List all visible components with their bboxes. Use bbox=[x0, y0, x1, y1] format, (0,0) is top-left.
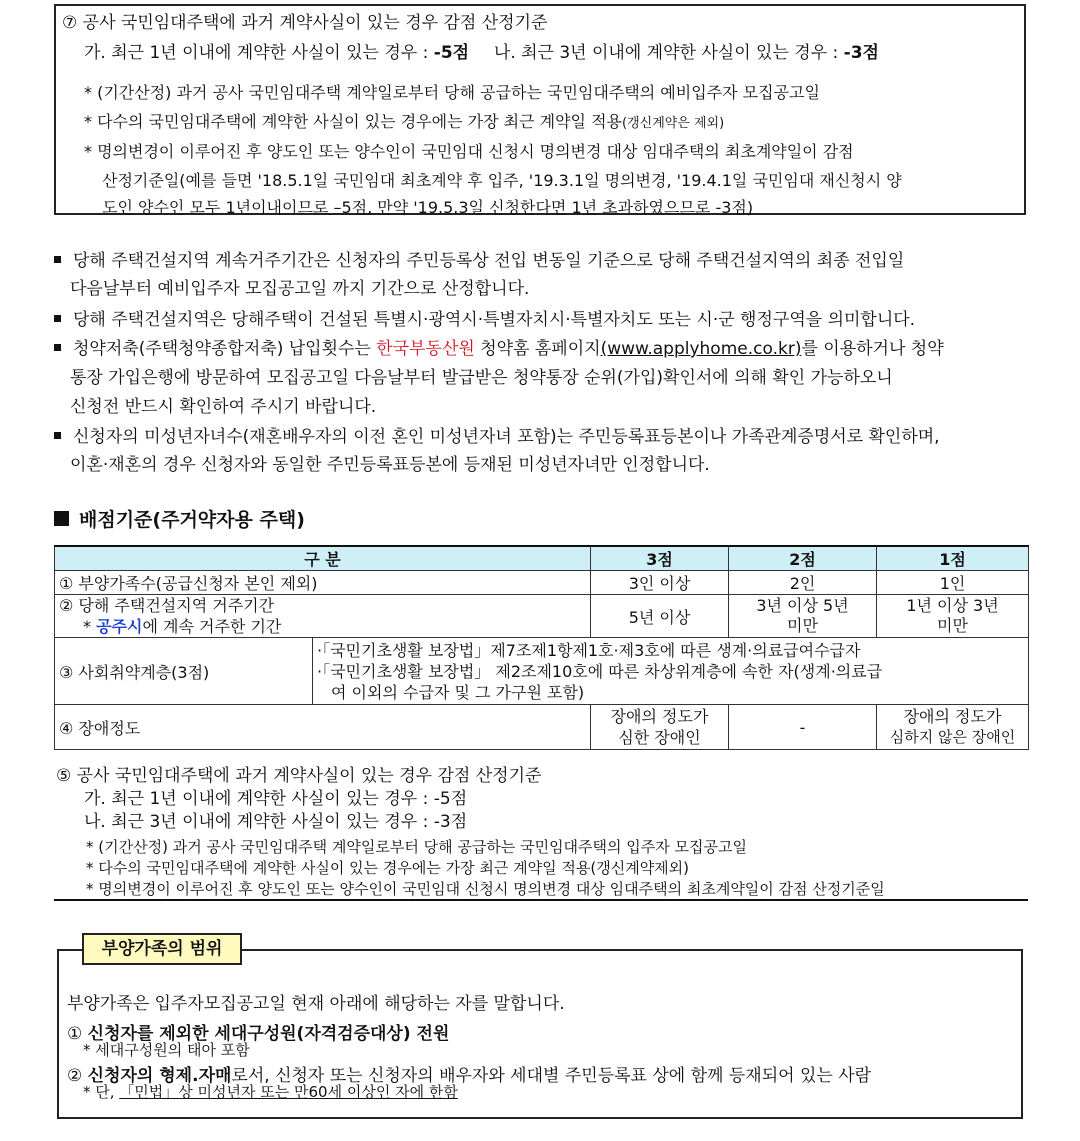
penalty-criteria-box bbox=[54, 4, 1026, 215]
row-disability-label: ④ 장애정도 bbox=[55, 705, 591, 750]
criteria5-item-a: 가. 최근 1년 이내에 계약한 사실이 있는 경우 : -5점 bbox=[84, 789, 468, 809]
table-row bbox=[55, 638, 1029, 705]
square-bullet-icon bbox=[54, 344, 61, 351]
row-vulnerable-desc: ·「국민기초생활 보장법」제7조제1항제1호·제3호에 따른 생계·의료급여수급자 ·「국민기초생활 보장법」 제2조제10호에 따른 차상위계층에 속한 자(생계·의료급 여 이외의 수급자 및 그 가구원 포함) bbox=[313, 638, 1029, 705]
bullet-savings-count-cont2: 신청전 반드시 확인하여 주시기 바랍니다. bbox=[70, 397, 377, 417]
dependents-item-2: ② 신청자의 형제.자매로서, 신청자 또는 신청자의 배우자와 세대별 주민등록표 상에 함께 등재되어 있는 사람 bbox=[67, 1066, 872, 1086]
dependents-item-2-note: * 단, 「민법」상 미성년자 또는 만60세 이상인 자에 한함 bbox=[83, 1083, 458, 1101]
row-vulnerable-label: ③ 사회취약계층(3점) bbox=[55, 638, 313, 705]
table-row: ① 부양가족수(공급신청자 본인 제외) 3인 이상 2인 1인 bbox=[55, 571, 1029, 595]
dependents-box bbox=[57, 949, 1023, 1119]
table-row: ② 당해 주택건설지역 거주기간 * 공주시에 계속 거주한 기간 5년 이상 3년 이상 5년 미만 1년 이상 3년 미만 bbox=[55, 595, 1029, 638]
criteria7-note-1: * (기간산정) 과거 공사 국민임대주택 계약일로부터 당해 공급하는 국민임대주택의 예비입주자 모집공고일 bbox=[84, 83, 820, 102]
square-bullet-icon bbox=[54, 315, 61, 322]
dependents-item-1: ① 신청자를 제외한 세대구성원(자격검증대상) 전원 bbox=[67, 1024, 450, 1044]
criteria7-note-2: * 다수의 국민임대주택에 계약한 사실이 있는 경우에는 가장 최근 계약일 적용(갱신계약은 제외) bbox=[84, 112, 725, 131]
header-category: 구 분 bbox=[55, 546, 591, 571]
criteria5-note-2: * 다수의 국민임대주택에 계약한 사실이 있는 경우에는 가장 최근 계약일 적용(갱신계약제외) bbox=[86, 859, 690, 877]
dependents-item-1-note: * 세대구성원의 태아 포함 bbox=[83, 1041, 250, 1059]
section-heading: 배점기준(주거약자용 주택) bbox=[54, 505, 305, 532]
dependents-intro: 부양가족은 입주자모집공고일 현재 아래에 해당하는 자를 말합니다. bbox=[67, 994, 565, 1014]
dependents-title-tab: 부양가족의 범위 bbox=[82, 933, 242, 965]
bullet-minor-children-cont: 이혼·재혼의 경우 신청자와 동일한 주민등록표등본에 등재된 미성년자녀만 인정합니다. bbox=[70, 455, 710, 475]
criteria5-title: ⑤ 공사 국민임대주택에 과거 계약사실이 있는 경우 감점 산정기준 bbox=[56, 766, 542, 786]
row-dependents-label: ① 부양가족수(공급신청자 본인 제외) bbox=[55, 571, 591, 595]
criteria7-note-3-cont: 산정기준일(예를 들면 '18.5.1일 국민임대 최초계약 후 입주, '19.3.1일 명의변경, '19.4.1일 국민임대 재신청시 양 bbox=[102, 171, 902, 190]
bullet-savings-count-cont: 통장 가입은행에 방문하여 모집공고일 다음날부터 발급받은 청약통장 순위(가입)확인서에 의해 확인 가능하오니 bbox=[70, 368, 893, 388]
square-bullet-icon bbox=[54, 432, 61, 439]
bullet-minor-children: 신청자의 미성년자녀수(재혼배우자의 이전 혼인 미성년자녀 포함)는 주민등록표등본이나 가족관계증명서로 확인하며, bbox=[54, 422, 940, 447]
square-bullet-icon bbox=[54, 256, 61, 263]
criteria7-note-3-cont2: 도인 양수인 모두 1년이내이므로 –5점, 만약 '19.5.3일 신청한다면 1년 초과하였으므로 -3점) bbox=[102, 198, 754, 217]
criteria5-note-1: * (기간산정) 과거 공사 국민임대주택 계약일로부터 당해 공급하는 국민임대주택의 입주자 모집공고일 bbox=[86, 838, 747, 856]
bullet-residence-period: 당해 주택건설지역 계속거주기간은 신청자의 주민등록상 전입 변동일 기준으로 당해 주택건설지역의 최종 전입일 bbox=[54, 246, 904, 271]
header-3pt: 3점 bbox=[591, 546, 729, 571]
bullet-residence-period-cont: 다음날부터 예비입주자 모집공고일 까지 기간으로 산정합니다. bbox=[70, 279, 530, 299]
criteria5-item-b: 나. 최근 3년 이내에 계약한 사실이 있는 경우 : -3점 bbox=[84, 812, 468, 832]
criteria7-title: ⑦ 공사 국민임대주택에 과거 계약사실이 있는 경우 감점 산정기준 bbox=[62, 13, 548, 33]
table-header-row bbox=[55, 546, 1029, 571]
table-row: ④ 장애정도 장애의 정도가 심한 장애인 - 장애의 정도가 심하지 않은 장애인 bbox=[55, 705, 1029, 750]
square-heading-icon bbox=[54, 511, 69, 526]
header-1pt: 1점 bbox=[877, 546, 1029, 571]
criteria5-note-3: * 명의변경이 이루어진 후 양도인 또는 양수인이 국민임대 신청시 명의변경 대상 임대주택의 최초계약일이 감점 산정기준일 bbox=[86, 880, 885, 898]
header-2pt: 2점 bbox=[729, 546, 877, 571]
bullet-construction-area: 당해 주택건설지역은 당해주택이 건설된 특별시·광역시·특별자치시·특별자치도 또는 시·군 행정구역을 의미합니다. bbox=[54, 305, 915, 330]
row-residence-label: ② 당해 주택건설지역 거주기간 * 공주시에 계속 거주한 기간 bbox=[55, 595, 591, 638]
criteria7-note-3: * 명의변경이 이루어진 후 양도인 또는 양수인이 국민임대 신청시 명의변경 대상 임대주택의 최초계약일이 감점 bbox=[84, 142, 854, 161]
city-name: 공주시 bbox=[96, 617, 143, 636]
divider-line bbox=[54, 899, 1028, 901]
applyhome-link[interactable]: (www.applyhome.co.kr) bbox=[600, 339, 802, 359]
score-table bbox=[54, 545, 1029, 750]
bullet-savings-count: 청약저축(주택청약종합저축) 납입횟수는 한국부동산원 청약홈 홈페이지(www.applyhome.co.kr)를 이용하거나 청약 bbox=[54, 334, 944, 359]
agency-name: 한국부동산원 bbox=[376, 339, 475, 359]
criteria7-items: 가. 최근 1년 이내에 계약한 사실이 있는 경우 : -5점 나. 최근 3년 이내에 계약한 사실이 있는 경우 : -3점 bbox=[84, 43, 879, 63]
